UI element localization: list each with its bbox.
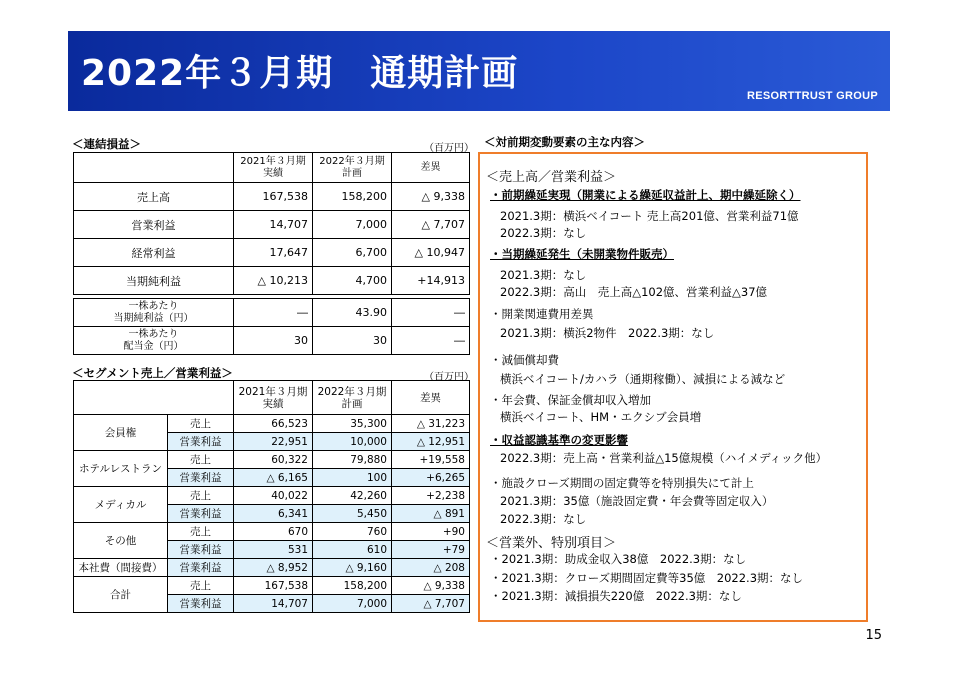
factor-line: ・当期繰延発生（未開業物件販売） <box>490 247 674 261</box>
table-cell: 43.90 <box>313 299 392 327</box>
factor-line: ・開業関連費用差異 <box>490 307 594 321</box>
table-cell: 17,647 <box>234 239 313 267</box>
segment-name: ホテルレストラン <box>74 451 168 487</box>
segment-table <box>73 380 470 613</box>
table-cell: 6,700 <box>313 239 392 267</box>
table-row <box>74 451 470 469</box>
segment-name: その他 <box>74 523 168 559</box>
table-row <box>74 577 470 595</box>
table-row <box>74 267 470 295</box>
table-row <box>74 327 470 355</box>
column-header: 2021年３月期 実績 <box>234 153 313 183</box>
segment-item: 売上 <box>168 523 234 541</box>
segment-item: 営業利益 <box>168 469 234 487</box>
factor-line: ・施設クローズ期間の固定費等を特別損失にて計上 <box>490 476 754 490</box>
table-cell: 5,450 <box>313 505 392 523</box>
column-header <box>74 381 234 415</box>
table-cell: △ 10,947 <box>392 239 470 267</box>
column-header <box>74 153 234 183</box>
consolidated-unit: （百万円） <box>424 143 474 154</box>
table-row <box>74 299 470 327</box>
table-row <box>74 239 470 267</box>
table-cell: 610 <box>313 541 392 559</box>
table-cell: 167,538 <box>234 183 313 211</box>
segment-name: 本社費（間接費） <box>74 559 168 577</box>
table-cell: 7,000 <box>313 211 392 239</box>
table-cell: +2,238 <box>392 487 470 505</box>
table-cell: 760 <box>313 523 392 541</box>
segment-unit: （百万円） <box>424 372 474 383</box>
table-cell: △ 12,951 <box>392 433 470 451</box>
table-cell: 14,707 <box>234 211 313 239</box>
table-cell: 10,000 <box>313 433 392 451</box>
table-header-row <box>74 153 470 183</box>
factor-line: ＜売上高／営業利益＞ <box>486 170 617 185</box>
segment-name: 合計 <box>74 577 168 613</box>
row-label: 営業利益 <box>74 211 234 239</box>
table-cell: +6,265 <box>392 469 470 487</box>
table-cell: 158,200 <box>313 183 392 211</box>
factor-line: 2022.3期：なし <box>500 226 587 240</box>
table-cell: △ 7,707 <box>392 211 470 239</box>
factor-line: 2021.3期：横浜2物件 2022.3期：なし <box>500 326 715 340</box>
row-label: 当期純利益 <box>74 267 234 295</box>
table-cell: 100 <box>313 469 392 487</box>
consolidated-label: ＜連結損益＞ <box>72 137 141 151</box>
table-row <box>74 415 470 433</box>
table-cell: △ 8,952 <box>234 559 313 577</box>
table-cell: △ 9,338 <box>392 577 470 595</box>
factor-line: ・2021.3期：減損損失220億 2022.3期：なし <box>490 589 742 603</box>
factor-line: ・年会費、保証金償却収入増加 <box>490 393 651 407</box>
factor-line: 横浜ベイコート、HM・エクシブ会員増 <box>500 410 702 424</box>
table-cell: 7,000 <box>313 595 392 613</box>
factor-line: ・2021.3期：助成金収入38億 2022.3期：なし <box>490 552 747 566</box>
table-cell: 30 <box>313 327 392 355</box>
segment-item: 営業利益 <box>168 595 234 613</box>
table-row <box>74 559 470 577</box>
column-header: 差異 <box>392 381 470 415</box>
table-row <box>74 211 470 239</box>
table-cell: △ 9,160 <box>313 559 392 577</box>
table-cell: 40,022 <box>234 487 313 505</box>
factor-line: 2021.3期：35億（施設固定費・年会費等固定収入） <box>500 494 774 508</box>
table-cell: △ 10,213 <box>234 267 313 295</box>
brand-logo-text: RESORTTRUST GROUP <box>747 90 878 102</box>
column-header: 2022年３月期 計画 <box>313 153 392 183</box>
segment-item: 営業利益 <box>168 559 234 577</box>
row-label: 一株あたり 当期純利益（円） <box>74 299 234 327</box>
factor-line: 横浜ベイコート/カハラ（通期稼働）、減損による減など <box>500 372 786 386</box>
table-cell: 35,300 <box>313 415 392 433</box>
column-header: 2022年３月期 計画 <box>313 381 392 415</box>
table-row <box>74 487 470 505</box>
table-cell: ― <box>392 299 470 327</box>
table-cell: 60,322 <box>234 451 313 469</box>
table-row <box>74 183 470 211</box>
column-header: 2021年３月期 実績 <box>234 381 313 415</box>
page-title: 2022年３月期 通期計画 <box>81 53 519 94</box>
segment-item: 営業利益 <box>168 505 234 523</box>
table-cell: 42,260 <box>313 487 392 505</box>
table-cell: 6,341 <box>234 505 313 523</box>
table-cell: 30 <box>234 327 313 355</box>
table-cell: +14,913 <box>392 267 470 295</box>
row-label: 一株あたり 配当金（円） <box>74 327 234 355</box>
row-label: 経常利益 <box>74 239 234 267</box>
factor-line: 2022.3期：高山 売上高△102億、営業利益△37億 <box>500 285 768 299</box>
table-cell: △ 6,165 <box>234 469 313 487</box>
factors-label: ＜対前期変動要素の主な内容＞ <box>484 135 645 149</box>
table-cell: ― <box>234 299 313 327</box>
table-cell: 167,538 <box>234 577 313 595</box>
factor-line: ・前期繰延実現（開業による繰延収益計上、期中繰延除く） <box>490 188 801 202</box>
factor-line: ・減価償却費 <box>490 353 559 367</box>
table-row <box>74 523 470 541</box>
per-share-table <box>73 298 470 355</box>
segment-name: 会員権 <box>74 415 168 451</box>
page-number: 15 <box>865 628 882 643</box>
table-cell: 158,200 <box>313 577 392 595</box>
table-cell: +90 <box>392 523 470 541</box>
segment-item: 営業利益 <box>168 433 234 451</box>
segment-item: 売上 <box>168 487 234 505</box>
segment-name: メディカル <box>74 487 168 523</box>
factor-line: ・2021.3期：クローズ期間固定費等35億 2022.3期：なし <box>490 571 804 585</box>
segment-item: 売上 <box>168 451 234 469</box>
table-cell: 79,880 <box>313 451 392 469</box>
table-cell: △ 9,338 <box>392 183 470 211</box>
factor-line: 2022.3期：売上高・営業利益△15億規模（ハイメディック他） <box>500 451 828 465</box>
table-cell: +79 <box>392 541 470 559</box>
table-cell: △ 7,707 <box>392 595 470 613</box>
segment-item: 売上 <box>168 415 234 433</box>
factor-line: 2021.3期：横浜ベイコート 売上高201億、営業利益71億 <box>500 209 799 223</box>
table-cell: 14,707 <box>234 595 313 613</box>
factor-line: 2022.3期：なし <box>500 512 587 526</box>
table-cell: 22,951 <box>234 433 313 451</box>
table-cell: +19,558 <box>392 451 470 469</box>
row-label: 売上高 <box>74 183 234 211</box>
segment-item: 売上 <box>168 577 234 595</box>
factor-line: 2021.3期：なし <box>500 268 587 282</box>
column-header: 差異 <box>392 153 470 183</box>
table-cell: ― <box>392 327 470 355</box>
table-cell: 4,700 <box>313 267 392 295</box>
table-cell: 66,523 <box>234 415 313 433</box>
table-cell: 670 <box>234 523 313 541</box>
factors-panel <box>478 152 868 622</box>
table-cell: △ 208 <box>392 559 470 577</box>
title-bar <box>68 31 890 111</box>
factor-line: ＜営業外、特別項目＞ <box>486 536 617 551</box>
table-header-row <box>74 381 470 415</box>
factor-line: ・収益認識基準の変更影響 <box>490 433 628 447</box>
table-cell: △ 31,223 <box>392 415 470 433</box>
segment-label: ＜セグメント売上／営業利益＞ <box>72 366 233 380</box>
table-cell: △ 891 <box>392 505 470 523</box>
table-cell: 531 <box>234 541 313 559</box>
consolidated-table <box>73 152 470 295</box>
segment-item: 営業利益 <box>168 541 234 559</box>
